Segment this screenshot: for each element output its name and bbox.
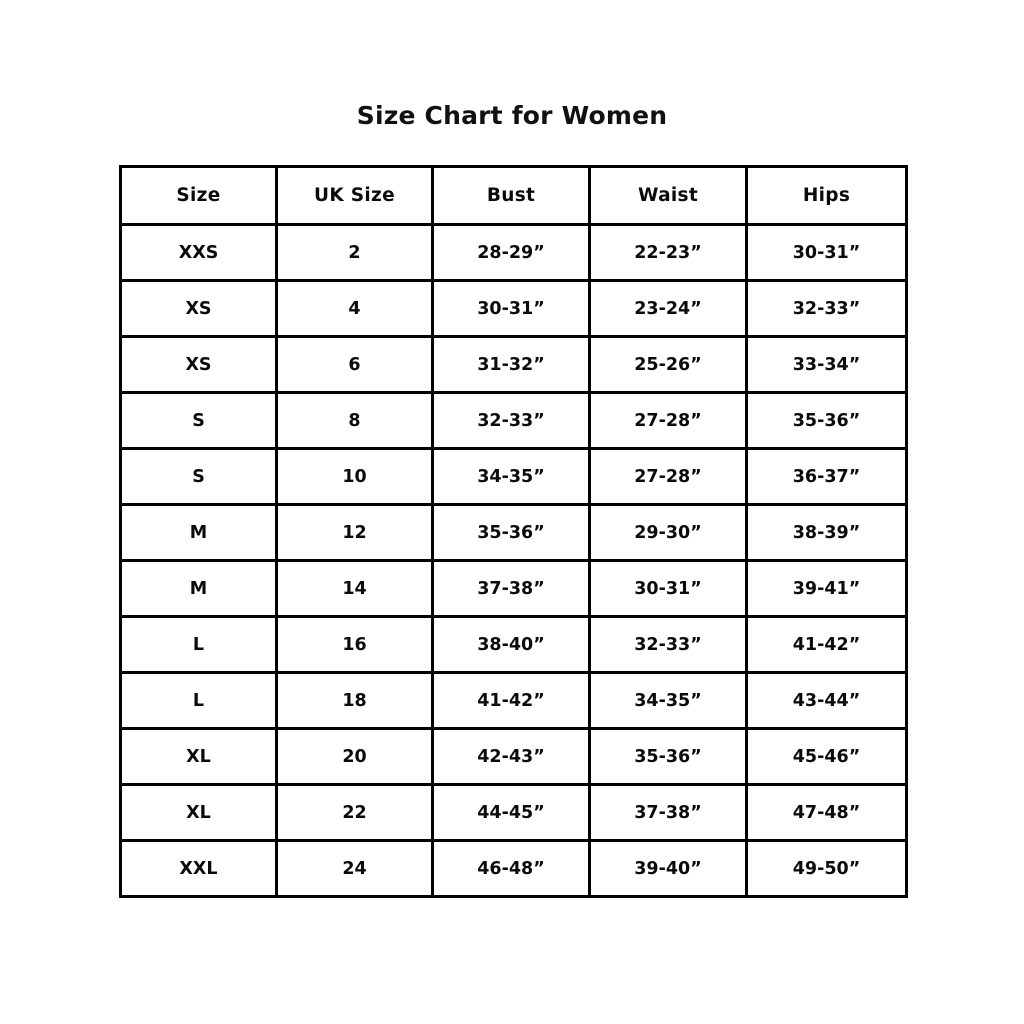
- cell-waist: 27-28”: [590, 393, 747, 449]
- cell-waist: 32-33”: [590, 617, 747, 673]
- cell-bust: 42-43”: [433, 729, 590, 785]
- table-row: [121, 673, 907, 729]
- column-header-bust: Bust: [433, 167, 590, 225]
- page-title: Size Chart for Women: [356, 101, 668, 130]
- cell-hips: 39-41”: [747, 561, 907, 617]
- cell-bust: 46-48”: [433, 841, 590, 897]
- cell-bust: 28-29”: [433, 225, 590, 281]
- cell-hips: 45-46”: [747, 729, 907, 785]
- table-row: [121, 337, 907, 393]
- cell-bust: 31-32”: [433, 337, 590, 393]
- cell-uk-size: 20: [277, 729, 433, 785]
- size-chart-table-wrapper: [119, 165, 905, 898]
- table-row: [121, 785, 907, 841]
- cell-size: S: [121, 449, 277, 505]
- cell-waist: 27-28”: [590, 449, 747, 505]
- table-row: [121, 393, 907, 449]
- cell-uk-size: 12: [277, 505, 433, 561]
- cell-size: L: [121, 617, 277, 673]
- cell-bust: 35-36”: [433, 505, 590, 561]
- cell-hips: 41-42”: [747, 617, 907, 673]
- cell-size: XXS: [121, 225, 277, 281]
- cell-uk-size: 2: [277, 225, 433, 281]
- table-row: [121, 225, 907, 281]
- cell-waist: 30-31”: [590, 561, 747, 617]
- cell-bust: 38-40”: [433, 617, 590, 673]
- cell-waist: 35-36”: [590, 729, 747, 785]
- cell-bust: 32-33”: [433, 393, 590, 449]
- cell-size: L: [121, 673, 277, 729]
- table-body: [121, 225, 907, 897]
- cell-uk-size: 18: [277, 673, 433, 729]
- column-header-hips: Hips: [747, 167, 907, 225]
- column-header-waist: Waist: [590, 167, 747, 225]
- cell-hips: 35-36”: [747, 393, 907, 449]
- cell-waist: 37-38”: [590, 785, 747, 841]
- cell-size: XXL: [121, 841, 277, 897]
- cell-hips: 33-34”: [747, 337, 907, 393]
- cell-waist: 34-35”: [590, 673, 747, 729]
- cell-hips: 38-39”: [747, 505, 907, 561]
- cell-uk-size: 14: [277, 561, 433, 617]
- cell-uk-size: 4: [277, 281, 433, 337]
- cell-size: XS: [121, 281, 277, 337]
- table-row: [121, 281, 907, 337]
- cell-size: M: [121, 505, 277, 561]
- table-row: [121, 449, 907, 505]
- cell-size: XS: [121, 337, 277, 393]
- cell-hips: 30-31”: [747, 225, 907, 281]
- cell-hips: 49-50”: [747, 841, 907, 897]
- table-row: [121, 841, 907, 897]
- table-header: [121, 167, 907, 225]
- cell-waist: 23-24”: [590, 281, 747, 337]
- table-header-row: [121, 167, 907, 225]
- cell-waist: 25-26”: [590, 337, 747, 393]
- cell-uk-size: 10: [277, 449, 433, 505]
- size-chart-table: [119, 165, 908, 898]
- cell-uk-size: 6: [277, 337, 433, 393]
- cell-size: XL: [121, 729, 277, 785]
- cell-uk-size: 22: [277, 785, 433, 841]
- table-row: [121, 505, 907, 561]
- cell-hips: 32-33”: [747, 281, 907, 337]
- cell-uk-size: 8: [277, 393, 433, 449]
- cell-hips: 36-37”: [747, 449, 907, 505]
- cell-hips: 47-48”: [747, 785, 907, 841]
- cell-size: XL: [121, 785, 277, 841]
- cell-uk-size: 24: [277, 841, 433, 897]
- cell-bust: 41-42”: [433, 673, 590, 729]
- table-row: [121, 561, 907, 617]
- table-row: [121, 617, 907, 673]
- cell-waist: 39-40”: [590, 841, 747, 897]
- cell-size: S: [121, 393, 277, 449]
- cell-size: M: [121, 561, 277, 617]
- cell-waist: 29-30”: [590, 505, 747, 561]
- cell-bust: 30-31”: [433, 281, 590, 337]
- cell-bust: 34-35”: [433, 449, 590, 505]
- column-header-uk-size: UK Size: [277, 167, 433, 225]
- table-row: [121, 729, 907, 785]
- cell-hips: 43-44”: [747, 673, 907, 729]
- cell-bust: 37-38”: [433, 561, 590, 617]
- cell-uk-size: 16: [277, 617, 433, 673]
- cell-waist: 22-23”: [590, 225, 747, 281]
- column-header-size: Size: [121, 167, 277, 225]
- cell-bust: 44-45”: [433, 785, 590, 841]
